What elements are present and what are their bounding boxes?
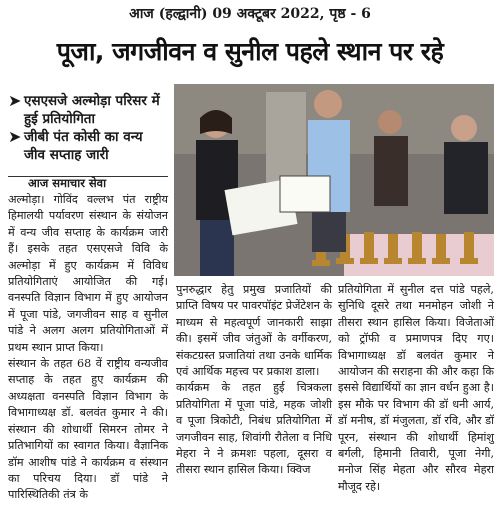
paragraph: कार्यक्रम के तहत हुई चित्रकला प्रतियोगिता में पूजा पांडे, महक जोशी व पूजा त्रिकोटी, निबंध प्रतियोगिता में जगजीवन साह, शिवांगी रौतेला व निधि मेहरा ने ने क्रमशः पहला, दूसरा व तीसरा स्थान हासिल किया। क्विज [176, 381, 332, 477]
page-dateline: आज (हल्द्वानी) 09 अक्टूबर 2022, पृष्ठ - 6 [129, 6, 371, 22]
article-column-1 [8, 192, 168, 504]
subhead-1 [8, 92, 168, 128]
headline: पूजा, जगजीवन व सुनील पहले स्थान पर रहे [56, 37, 444, 66]
subhead-2-text: जीबी पंत कोसी का वन्य जीव सप्ताह जारी [24, 129, 143, 163]
paragraph: संस्थान के तहत 68 वें राष्ट्रीय वन्यजीव सप्ताह के तहत हुए कार्यक्रम की अध्यक्षता वनस्पति विज्ञान विभाग के विभागाध्यक्ष डॉ. बलवंत कुमार ने की। संस्थान की शोधार्थी सिमरन तोमर ने प्रतिभागियों का स्वागत किया। वैज्ञानिक डॉम आशीष पांडे ने कार्यक्रम व संस्थान का परिचय दिया। डॉ पांडे ने पारिस्थितिकी तंत्र के [8, 357, 168, 502]
subhead-2 [8, 128, 168, 164]
arrow-icon: ➤ [8, 127, 22, 146]
byline: आज समाचार सेवा [28, 176, 107, 190]
photo-illustration [174, 84, 494, 276]
subhead-1-text: एसएसजे अल्मोड़ा परिसर में हुई प्रतियोगिता [24, 93, 160, 127]
article-column-3 [338, 282, 494, 495]
paragraph: प्रतियोगिता में सुनील दत्त पांडे पहले, सुनिधि दूसरे तथा मनमोहन जोशी ने तीसरा स्थान हासिल किया। विजेताओं को ट्रॉफी व प्रमाणपत्र दिए गए। विभागाध्यक्ष डॉ बलवंत कुमार ने आयोजन की सराहना की और कहा कि इससे विद्यार्थियों का ज्ञान वर्धन हुआ है। इस मौके पर विभाग की डॉ धनी आर्य, डॉ मनीष, डॉ मंजुलता, डॉ रवि, और डॉ पूरन, संस्थान की शोधार्थी हिमांशु बर्गली, हिमानी तिवारी, पूजा नेगी, मनोज सिंह मेहता और सौरव मेहरा मौजूद रहे। [338, 283, 494, 493]
paragraph: अल्मोड़ा। गोविंद वल्लभ पंत राष्ट्रीय हिमालयी पर्यावरण संस्थान के संयोजन में वन्य जीव सप्ताह के कार्यक्रम जारी हैं। इसके तहत एसएसजे विवि के अल्मोड़ा में हुए कार्यक्रम में विविध प्रतियोगिताएं आयोजित की गई। वनस्पति विज्ञान विभाग में हुए आयोजन में पूजा पांडे, जगजीवन साह व सुनील पांडे ने अलग अलग प्रतियोगिताओं में प्रथम स्थान प्राप्त किया। [8, 193, 168, 354]
paragraph: पुनरुद्धार हेतु प्रमुख प्रजातियों की प्राप्ति विषय पर पावरपॉइंट प्रेजेंटेशन के माध्यम से महत्वपूर्ण जानकारी साझा की। इसमें जीव जंतुओं के वर्गीकरण, संकटग्रस्त प्रजातियां तथा उनके धार्मिक एवं आर्थिक महत्त्व पर प्रकाश डाला। [176, 283, 332, 379]
arrow-icon: ➤ [8, 91, 22, 110]
news-photo [174, 84, 494, 276]
article-column-2 [176, 282, 332, 479]
